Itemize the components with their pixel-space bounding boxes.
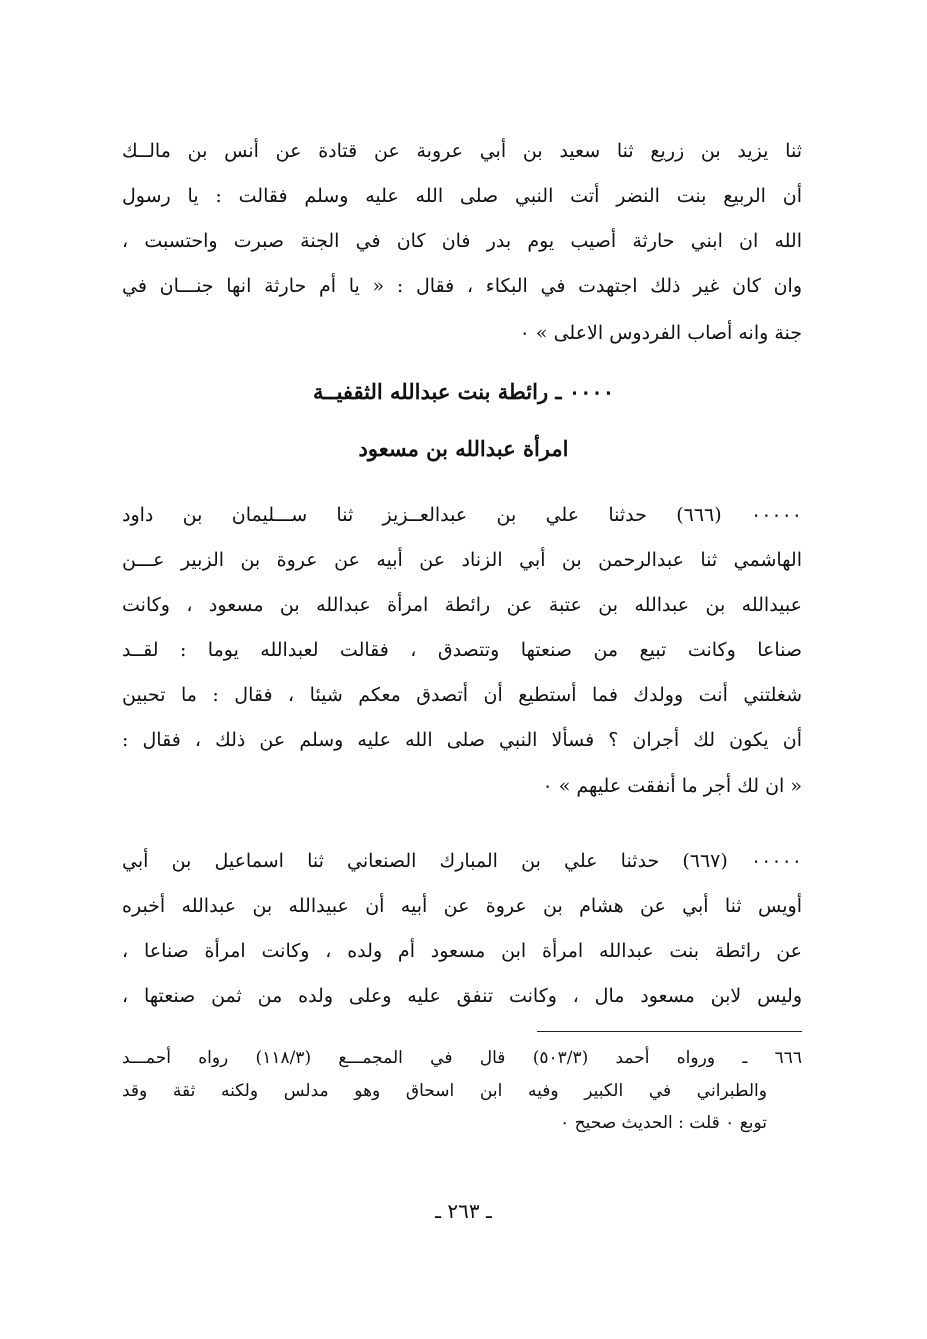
text-line: أن الربيع بنت النضر أتت النبي صلى الله عليه وسلم فقالت : يا رسول: [122, 185, 802, 207]
footnote-line: والطبراني في الكبير وفيه ابن اسحاق وهو مدلس ولكنه ثقة وقد: [122, 1081, 767, 1101]
footnote-line: توبع ٠ قلت : الحديث صحيح ٠: [560, 1113, 767, 1133]
text-line: شغلتني أنت وولدك فما أستطيع أن أتصدق معكم شيئا ، فقال : ما تحبين: [122, 684, 802, 706]
section-subheading: امرأة عبدالله بن مسعود: [358, 436, 569, 461]
text-line: ٠٠٠٠٠ (٦٦٦) حدثنا علي بن عبدالعــزيز ثنا ســـليمان بن داود: [122, 504, 803, 526]
page-number: ـ ٢٦٣ ـ: [435, 1199, 492, 1223]
text-line: جنة وانه أصاب الفردوس الاعلى » ٠: [519, 322, 802, 344]
text-line: وان كان غير ذلك اجتهدت في البكاء ، فقال : « يا أم حارثة انها جنـــان في: [122, 275, 802, 297]
footnote-line: ٦٦٦ ـ ورواه أحمد (٥٠٣/٣) قال في المجمـــع (١١٨/٣) رواه أحمـــد: [122, 1048, 802, 1068]
text-line: صناعا وكانت تبيع من صنعتها وتتصدق ، فقالت لعبدالله يوما : لقــد: [122, 639, 802, 661]
text-line: الهاشمي ثنا عبدالرحمن بن أبي الزناد عن أبيه عن عروة بن الزبير عـــن: [122, 549, 802, 571]
text-line: أويس ثنا أبي عن هشام بن عروة عن أبيه أن عبيدالله بن عبدالله أخبره: [122, 895, 802, 917]
text-line: عبيدالله بن عبدالله بن عتبة عن رائطة امرأة عبدالله بن مسعود ، وكانت: [122, 594, 802, 616]
section-heading: ٠٠٠٠ ـ رائطة بنت عبدالله الثقفيــة: [313, 379, 614, 404]
text-line: أن يكون لك أجران ؟ فسألا النبي صلى الله عليه وسلم عن ذلك ، فقال :: [122, 729, 802, 751]
text-line: ٠٠٠٠٠ (٦٦٧) حدثنا علي بن المبارك الصنعاني ثنا اسماعيل بن أبي: [122, 850, 802, 872]
text-line: عن رائطة بنت عبدالله امرأة ابن مسعود أم ولده ، وكانت امرأة صناعا ،: [122, 940, 802, 962]
text-line: ثنا يزيد بن زريع ثنا سعيد بن أبي عروبة عن قتادة عن أنس بن مالــك: [122, 140, 802, 162]
footnote-separator: [537, 1031, 802, 1032]
text-line: وليس لابن مسعود مال ، وكانت تنفق عليه وعلى ولده من ثمن صنعتها ،: [122, 985, 802, 1007]
text-line: « ان لك أجر ما أنفقت عليهم » ٠: [542, 775, 802, 797]
text-line: الله ان ابني حارثة أصيب يوم بدر فان كان في الجنة صبرت واحتسبت ،: [122, 230, 802, 252]
